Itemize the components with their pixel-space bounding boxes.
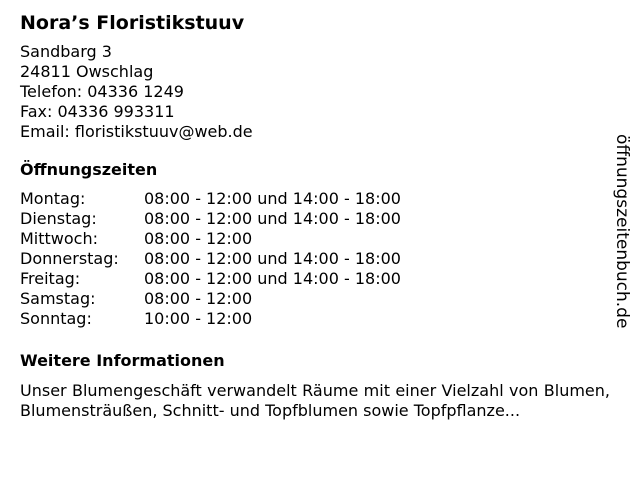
day-label: Sonntag:: [20, 309, 92, 328]
time-range: 08:00 - 12:00: [144, 229, 253, 248]
hours-row: [20, 229, 401, 249]
hours-row: [20, 309, 401, 329]
day-label: Montag:: [20, 189, 86, 208]
address-block: [20, 42, 610, 142]
hours-row: [20, 189, 401, 209]
opening-hours-heading: Öffnungszeiten: [20, 160, 158, 179]
day-label: Samstag:: [20, 289, 96, 308]
day-label: Donnerstag:: [20, 249, 119, 268]
opening-hours-table: [20, 189, 401, 329]
time-range: 08:00 - 12:00 und 14:00 - 18:00: [144, 269, 401, 288]
more-info-heading: Weitere Informationen: [20, 351, 225, 370]
description-text: Unser Blumengeschäft verwandelt Räume mit einer Vielzahl von Blumen, Blumensträußen, Schnitt- und Topfblumen sowie Topfpflanze...: [20, 381, 610, 420]
time-range: 08:00 - 12:00 und 14:00 - 18:00: [144, 209, 401, 228]
phone-line: Telefon: 04336 1249: [20, 82, 184, 101]
site-watermark: öffnungszeitenbuch.de: [612, 134, 632, 329]
day-label: Freitag:: [20, 269, 81, 288]
time-range: 08:00 - 12:00 und 14:00 - 18:00: [144, 249, 401, 268]
hours-row: [20, 249, 401, 269]
business-card: [20, 10, 610, 421]
hours-row: [20, 269, 401, 289]
time-range: 08:00 - 12:00: [144, 289, 253, 308]
hours-row: [20, 289, 401, 309]
street-line: Sandbarg 3: [20, 42, 112, 61]
day-label: Mittwoch:: [20, 229, 98, 248]
time-range: 08:00 - 12:00 und 14:00 - 18:00: [144, 189, 401, 208]
hours-row: [20, 209, 401, 229]
business-name: Nora’s Floristikstuuv: [20, 12, 245, 34]
time-range: 10:00 - 12:00: [144, 309, 253, 328]
email-line: Email: floristikstuuv@web.de: [20, 122, 253, 141]
fax-line: Fax: 04336 993311: [20, 102, 175, 121]
city-line: 24811 Owschlag: [20, 62, 154, 81]
day-label: Dienstag:: [20, 209, 97, 228]
